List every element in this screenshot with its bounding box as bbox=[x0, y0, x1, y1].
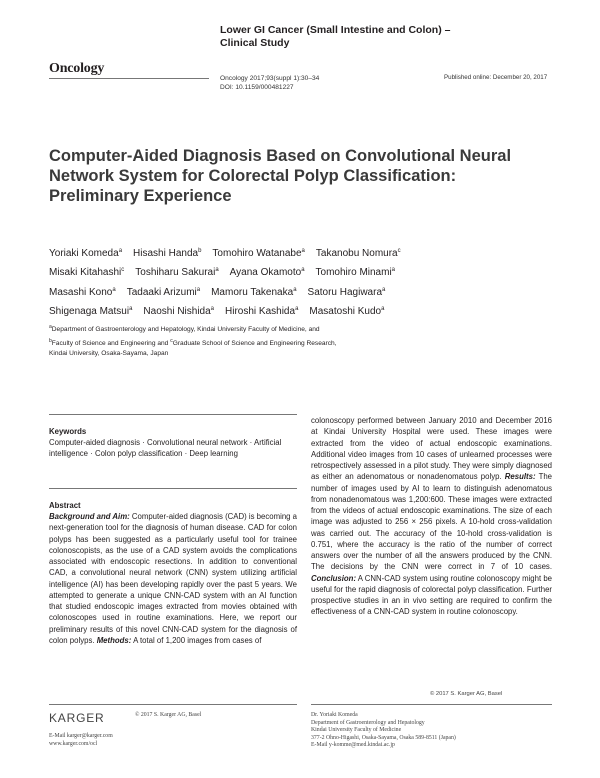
author-affiliation-mark: a bbox=[118, 248, 123, 254]
author-name: Naoshi Nishida bbox=[143, 305, 211, 317]
corr-name: Dr. Yoriaki Komeda bbox=[311, 712, 358, 718]
keywords-text: Computer-aided diagnosis · Convolutional neural network · Artificial intelligence · Colon polyp classification · Deep learning bbox=[49, 438, 282, 458]
article-title: Computer-Aided Diagnosis Based on Convolutional Neural Network System for Colorectal Polyp Classification: Preliminary Experience bbox=[49, 147, 512, 205]
author bbox=[143, 306, 214, 317]
author bbox=[127, 287, 200, 298]
author-affiliation-mark: a bbox=[210, 305, 215, 312]
published-date: Published online: December 20, 2017 bbox=[444, 74, 548, 81]
author bbox=[211, 287, 296, 298]
conclusion-label: Conclusion: bbox=[311, 573, 357, 583]
author-affiliation-mark: a bbox=[112, 286, 116, 293]
author-name: Shigenaga Matsui bbox=[49, 305, 130, 317]
author bbox=[133, 248, 201, 259]
author-affiliation-mark: a bbox=[381, 305, 385, 312]
affiliation-b: Faculty of Science and Engineering and bbox=[51, 339, 169, 347]
author-name: Yoriaki Komeda bbox=[49, 248, 119, 259]
author-name: Tomohiro Minami bbox=[315, 267, 392, 279]
abstract-column-left bbox=[49, 511, 297, 646]
footer-rule-left bbox=[49, 704, 297, 705]
affiliation-line-2: $^b$Faculty of Science and Engineering and $^c$Graduate School of Science and Engineering Research, bbox=[49, 337, 337, 347]
citation-line: Oncology 2017;93(suppl 1):30–34 bbox=[220, 75, 320, 82]
author-name: Mamoru Takenaka bbox=[211, 286, 294, 298]
section-title bbox=[220, 24, 520, 50]
author bbox=[316, 248, 401, 259]
keywords-top-rule bbox=[49, 414, 297, 415]
publisher-website[interactable]: www.karger.com/ocl bbox=[49, 741, 98, 747]
footer-rule-right bbox=[311, 704, 552, 705]
author-affiliation-mark: a bbox=[215, 267, 219, 274]
affiliation-c: Graduate School of Science and Engineering Research, bbox=[172, 339, 337, 347]
author-affiliation-mark: a bbox=[301, 267, 305, 274]
author-affiliation-mark: a bbox=[295, 305, 299, 312]
abstract-column-right bbox=[311, 415, 552, 618]
author-affiliation-mark: c bbox=[397, 248, 401, 254]
journal-logo: Oncology bbox=[49, 61, 105, 76]
author-line bbox=[49, 301, 569, 320]
author bbox=[49, 248, 122, 259]
header-rule bbox=[49, 78, 209, 79]
citation bbox=[220, 74, 319, 92]
author-name: Hiroshi Kashida bbox=[225, 305, 296, 317]
methods-label: Methods: bbox=[96, 635, 132, 645]
author-name: Masatoshi Kudo bbox=[309, 305, 382, 317]
background-text: Computer-aided diagnosis (CAD) is becoming a next-generation tool for the diagnosis of human disease. CAD for colon polyps has been suggested as a particularly useful tool for trainee colonoscopists, as the use of a CAD system avoids the complications associated with endoscopic resections. In addition to conventional CAD, a convolutional neural network (CNN) system utilizing artificial intelligence (AI) has been developing rapidly over the past 5 years. We attempted to generate a unique CNN-CAD system with an AI function that studied endoscopic images extracted from movies obtained with colonoscopes used in routine examinations. Here, we report our preliminary results of this novel CNN-CAD system for the diagnosis of colon polyps. bbox=[49, 512, 297, 645]
author-line bbox=[49, 282, 569, 301]
author-name: Hisashi Handa bbox=[133, 248, 199, 259]
author-line bbox=[49, 243, 569, 262]
author-name: Tomohiro Watanabe bbox=[212, 248, 302, 259]
affiliation-line-1: $^a$Department of Gastroenterology and Hepatology, Kindai University Faculty of Medicine, and bbox=[49, 324, 320, 333]
author bbox=[49, 306, 132, 317]
author bbox=[225, 306, 298, 317]
author-affiliation-mark: a bbox=[391, 267, 396, 274]
abstract-copyright: © 2017 S. Karger AG, Basel bbox=[430, 691, 503, 697]
publisher-email[interactable]: E-Mail karger@karger.com bbox=[49, 733, 113, 739]
author-name: Tadaaki Arizumi bbox=[126, 286, 197, 298]
author-line bbox=[49, 262, 569, 281]
author bbox=[49, 267, 124, 278]
author-affiliation-mark: a bbox=[301, 248, 305, 254]
affiliation-a: Department of Gastroenterology and Hepatology, Kindai University Faculty of Medicine, and bbox=[51, 326, 320, 333]
author-affiliation-mark: b bbox=[198, 248, 202, 254]
results-text: The number of images used by AI to learn to distinguish adenomatous from nonadenomatous was 1,200:600. These images were extracted from the videos of actual endoscopic examinations. The size of each image was adjusted to 256 × 256 pixels. A 10-hold cross-validation was carried out. The accuracy of the 10-hold cross-validation is 0.751, where the accuracy is the ratio of the number of correct answers over the number of all the answers produced by the CNN. The decisions by the CNN were correct in 7 of 10 cases. bbox=[311, 472, 552, 572]
abstract-top-rule bbox=[49, 488, 297, 489]
keywords-heading: Keywords bbox=[49, 427, 87, 436]
abstract-heading: Abstract bbox=[49, 501, 81, 510]
author bbox=[230, 267, 305, 278]
methods-text-part1: A total of 1,200 images from cases of bbox=[131, 635, 262, 645]
doi-link[interactable]: DOI: 10.1159/000481227 bbox=[220, 84, 294, 91]
author-affiliation-mark: a bbox=[196, 286, 201, 293]
author-affiliation-mark: a bbox=[129, 305, 133, 312]
section-title-line1: Lower GI Cancer (Small Intestine and Colon) – bbox=[220, 24, 451, 36]
author-name: Takanobu Nomura bbox=[315, 248, 398, 259]
publisher-logo: KARGER bbox=[49, 711, 105, 725]
corr-email[interactable]: E-Mail y-komme@med.kindai.ac.jp bbox=[311, 742, 395, 749]
methods-text-part2: colonoscopy performed between January 2010 and December 2016 at Kindai University Hospital were used. These images were extracted from the video of actual endoscopic examinations. Additional video images from 10 cases of unlearned processes were retrospectively assessed in a pilot study. They were simply diagnosed as either an adenomatous or nonadenomatous polyp. bbox=[311, 416, 552, 482]
author-affiliation-mark: c bbox=[121, 267, 125, 274]
publisher-contact bbox=[49, 732, 113, 748]
corr-inst: Kindai University Faculty of Medicine bbox=[311, 727, 402, 734]
affiliations bbox=[49, 322, 569, 360]
author-name: Ayana Okamoto bbox=[229, 267, 302, 279]
corr-address: 377-2 Ohno-Higashi, Osaka-Sayama, Osaka 589-8511 (Japan) bbox=[311, 734, 456, 741]
conclusion-text: A CNN-CAD system using routine colonoscopy might be useful for the rapid diagnosis of colorectal polyp classification. Further prospective studies in an in vivo setting are required to confirm the effectiveness of a CNN-CAD system in routine colonoscopy. bbox=[311, 573, 552, 617]
author bbox=[135, 267, 218, 278]
affiliation-line-3: Kindai University, Osaka-Sayama, Japan bbox=[49, 350, 169, 357]
correspondence bbox=[311, 712, 552, 750]
author bbox=[212, 248, 304, 259]
author-name: Satoru Hagiwara bbox=[307, 286, 383, 298]
author bbox=[308, 287, 386, 298]
author-name: Misaki Kitahashi bbox=[49, 267, 122, 279]
author-affiliation-mark: a bbox=[293, 286, 297, 293]
author-affiliation-mark: a bbox=[382, 286, 386, 293]
author bbox=[49, 287, 116, 298]
author-name: Toshiharu Sakurai bbox=[135, 267, 216, 279]
author bbox=[309, 306, 384, 317]
author-list bbox=[49, 243, 569, 320]
author-name: Masashi Kono bbox=[49, 286, 113, 298]
publisher-copyright: © 2017 S. Karger AG, Basel bbox=[135, 712, 202, 718]
corr-dept: Department of Gastroenterology and Hepatology bbox=[311, 719, 425, 726]
section-title-line2: Clinical Study bbox=[220, 37, 290, 49]
results-label: Results: bbox=[504, 472, 536, 482]
author bbox=[316, 267, 395, 278]
background-label: Background and Aim: bbox=[49, 512, 130, 521]
